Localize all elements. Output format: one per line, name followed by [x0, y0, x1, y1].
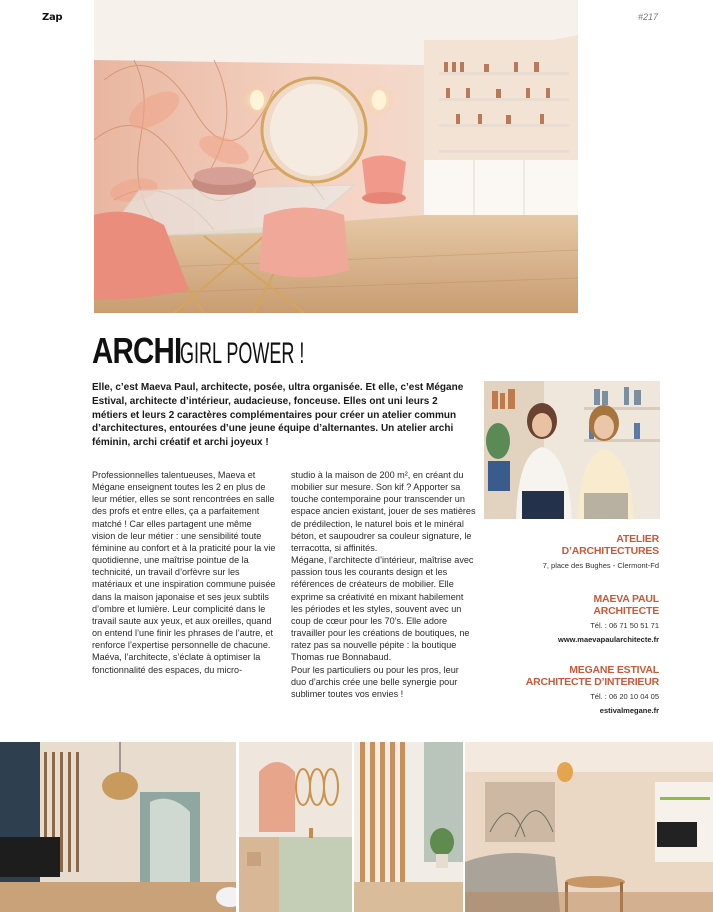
contact-maeva — [558, 593, 659, 645]
megane-phone: Tél. : 06 20 10 04 05 — [590, 692, 659, 701]
megane-name: MEGANE ESTIVAL — [569, 664, 659, 676]
bottom-photo-lounge — [465, 742, 713, 912]
body-paragraph: studio à la maison de 200 m², en créant du mobilier sur mesure. Son kif ? Apporter sa touche contemporaine pour transcender un espace ancien existant, jouer de ses matières de prédilection, le naturel bois et le minéral béton, et saupoudrer sa couleur signature, le terracotta, si affinités. — [291, 470, 476, 553]
page-number: #217 — [637, 12, 658, 22]
bottom-photo-bathroom — [239, 742, 352, 912]
hero-photo-salon — [94, 0, 578, 313]
contact-atelier — [543, 533, 659, 571]
magazine-brand: Zap — [42, 12, 63, 23]
megane-website-link[interactable]: estivalmegane.fr — [599, 706, 659, 715]
maeva-role: ARCHITECTE — [593, 605, 659, 617]
body-paragraph: Maéva, l’architecte, s’éclate à optimiser la fonctionnalité des espaces, du micro- — [92, 652, 261, 675]
maeva-phone: Tél. : 06 71 50 51 71 — [590, 621, 659, 630]
article-title — [92, 330, 387, 370]
atelier-address: 7, place des Bughes - Clermont-Fd — [542, 561, 659, 570]
title-bold: ARCHI — [92, 330, 182, 371]
atelier-name-line1: ATELIER — [616, 533, 659, 545]
body-paragraph: Professionnelles talentueuses, Maeva et Mégane enseignent toutes les 2 en plus de leur métier, elles se sont rencontrées en salle des profs et entre elles, ça a parfaitement matché ! Car elles partagent une même vision de leur métier : une sensibilité toute féminine au confort et à la praticité pour la vie quotidienne, une maîtrise pointue de la technicité, un travail d’orfèvre sur les matériaux et une inspiration commune puisée dans la maison japonaise et ses jeux subtils d’ombre et lumière. Leur complicité dans le travail saute aux yeux, et aux oreilles, quand on entend l’une finir les phrases de l’autre, et renforce l’expertise personnelle de chacune. — [92, 470, 276, 651]
body-paragraph: Pour les particuliers ou pour les pros, leur duo d’archis crée une belle synergie pour sublimer toutes vos envies ! — [291, 664, 459, 699]
atelier-name-line2: D’ARCHITECTURES — [561, 545, 659, 557]
contact-megane — [526, 664, 659, 716]
lead-paragraph: Elle, c’est Maeva Paul, architecte, posée, ultra organisée. Et elle, c’est Mégane Estival, architecte d’intérieur, audacieuse, fonceuse. Elles ont uni leurs 2 métiers et leurs 2 caractères complémentaires pour créer un atelier commun d’architectures, entourées d’une jeune équipe d’alternantes. Un atelier archi féminin, archi créatif et archi joyeux ! — [92, 382, 464, 449]
maeva-name: MAEVA PAUL — [593, 593, 659, 605]
body-column-1 — [92, 469, 276, 676]
maeva-website-link[interactable]: www.maevapaularchitecte.fr — [557, 635, 659, 644]
bottom-photo-living-room-render — [0, 742, 236, 912]
title-light: GIRL POWER ! — [180, 337, 305, 370]
bottom-photo-wood-partition — [354, 742, 463, 912]
body-paragraph: Mégane, l’architecte d’intérieur, maîtrise avec passion tous les courants design et les références de créateurs de mobilier. Elle exprime sa créativité en mixant habilement les périodes et les styles, souvent avec un coup de cœur pour les 70’s. Elle adore travailler pour les créations de boutiques, ne ratez pas sa nouvelle pépite : la boutique Thomas rue Bonnabaud. — [291, 555, 474, 663]
megane-role: ARCHITECTE D’INTERIEUR — [525, 676, 659, 688]
founders-portrait-photo — [484, 381, 660, 519]
body-column-2 — [291, 469, 476, 700]
